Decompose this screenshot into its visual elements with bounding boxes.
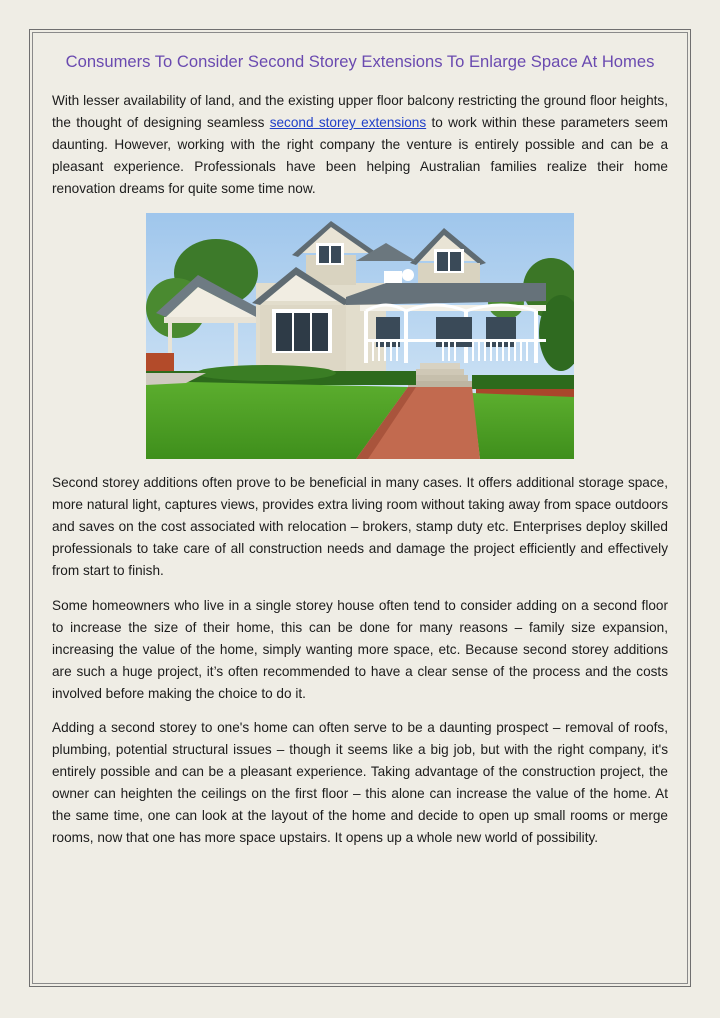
intro-text-before-link: With lesser availability of land, and the existing upper floor balcony restricting the ground floor heights, the thought of designing seamless	[52, 93, 668, 130]
benefits-paragraph: Second storey additions often prove to be beneficial in many cases. It offers additional storage space, more natural light, captures views, provides extra living room without taking away from space outdoors and saves on the cost associated with relocation – brokers, stamp duty etc. Enterprises deploy skilled professionals to take care of all construction needs and damage the project efficiently and effectively from start to finish.	[52, 475, 668, 578]
page-title: Consumers To Consider Second Storey Extensions To Enlarge Space At Homes	[65, 52, 655, 71]
intro-paragraph	[52, 90, 668, 200]
homeowners-paragraph: Some homeowners who live in a single storey house often tend to consider adding on a second floor to increase the size of their home, this can be done for many reasons – family size expansion, increasing the value of the home, simply wanting more space, etc. Because second storey additions are such a huge project, it’s often recommended to have a clear sense of the process and the costs involved before making the choice to do it.	[52, 598, 668, 701]
second-storey-extensions-link[interactable]: second storey extensions	[269, 115, 427, 130]
house-photo	[146, 213, 574, 459]
intro-text-after-link: to work within these parameters seem daunting. However, working with the right company the venture is entirely possible and can be a pleasant experience. Professionals have been helping Australian families realize their home renovation dreams for quite some time now.	[52, 115, 668, 196]
adding-storey-paragraph: Adding a second storey to one's home can often serve to be a daunting prospect – removal of roofs, plumbing, potential structural issues – though it seems like a big job, but with the right company, it's entirely possible and can be a pleasant experience. Taking advantage of the construction project, the owner can heighten the ceilings on the first floor – this alone can increase the value of the home. At the same time, one can look at the layout of the home and decide to open up small rooms or merge rooms, now that one has more space upstairs. It opens up a whole new world of possibility.	[52, 720, 668, 845]
